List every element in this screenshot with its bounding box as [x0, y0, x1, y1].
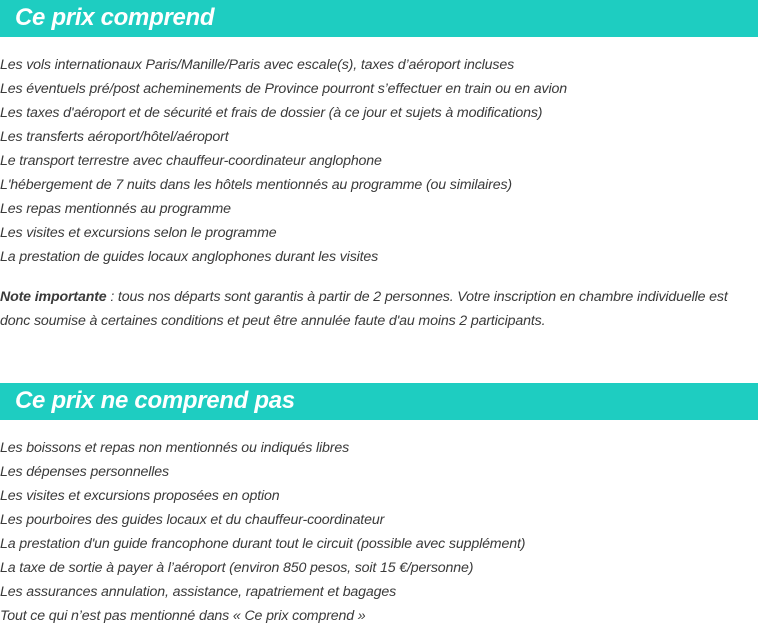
excluded-item: La taxe de sortie à payer à l’aéroport (environ 850 pesos, soit 15 €/personne) — [0, 560, 474, 576]
excluded-item: Les dépenses personnelles — [0, 464, 169, 480]
included-item: Les éventuels pré/post acheminements de Province pourront s’effectuer en train ou en avion — [0, 81, 567, 97]
included-item: Le transport terrestre avec chauffeur-coordinateur anglophone — [0, 153, 382, 169]
included-list — [0, 53, 567, 269]
included-item: Les vols internationaux Paris/Manille/Paris avec escale(s), taxes d’aéroport incluses — [0, 57, 515, 73]
important-note-text: : tous nos départs sont garantis à partir de 2 personnes. Votre inscription en chambre individuelle est donc soumise à certaines conditions et peut être annulée faute d'au moins 2 participants. — [0, 289, 728, 329]
important-note-label: Note importante — [0, 289, 107, 305]
excluded-item: Tout ce qui n’est pas mentionné dans « Ce prix comprend » — [0, 608, 366, 624]
included-header-bar — [0, 0, 758, 37]
included-item: Les transferts aéroport/hôtel/aéroport — [0, 129, 229, 145]
excluded-item: La prestation d'un guide francophone durant tout le circuit (possible avec supplément) — [0, 536, 526, 552]
included-item: L'hébergement de 7 nuits dans les hôtels mentionnés au programme (ou similaires) — [0, 177, 512, 193]
excluded-item: Les visites et excursions proposées en option — [0, 488, 280, 504]
excluded-list — [0, 436, 525, 628]
included-title: Ce prix comprend — [15, 4, 215, 31]
excluded-title: Ce prix ne comprend pas — [15, 387, 295, 414]
included-item: Les taxes d'aéroport et de sécurité et frais de dossier (à ce jour et sujets à modifications) — [0, 105, 543, 121]
excluded-header-bar — [0, 383, 758, 420]
excluded-item: Les pourboires des guides locaux et du chauffeur-coordinateur — [0, 512, 385, 528]
included-item: Les visites et excursions selon le programme — [0, 225, 277, 241]
included-item: La prestation de guides locaux anglophones durant les visites — [0, 249, 379, 265]
excluded-item: Les boissons et repas non mentionnés ou indiqués libres — [0, 440, 350, 456]
included-item: Les repas mentionnés au programme — [0, 201, 231, 217]
excluded-item: Les assurances annulation, assistance, rapatriement et bagages — [0, 584, 397, 600]
important-note — [0, 285, 755, 333]
